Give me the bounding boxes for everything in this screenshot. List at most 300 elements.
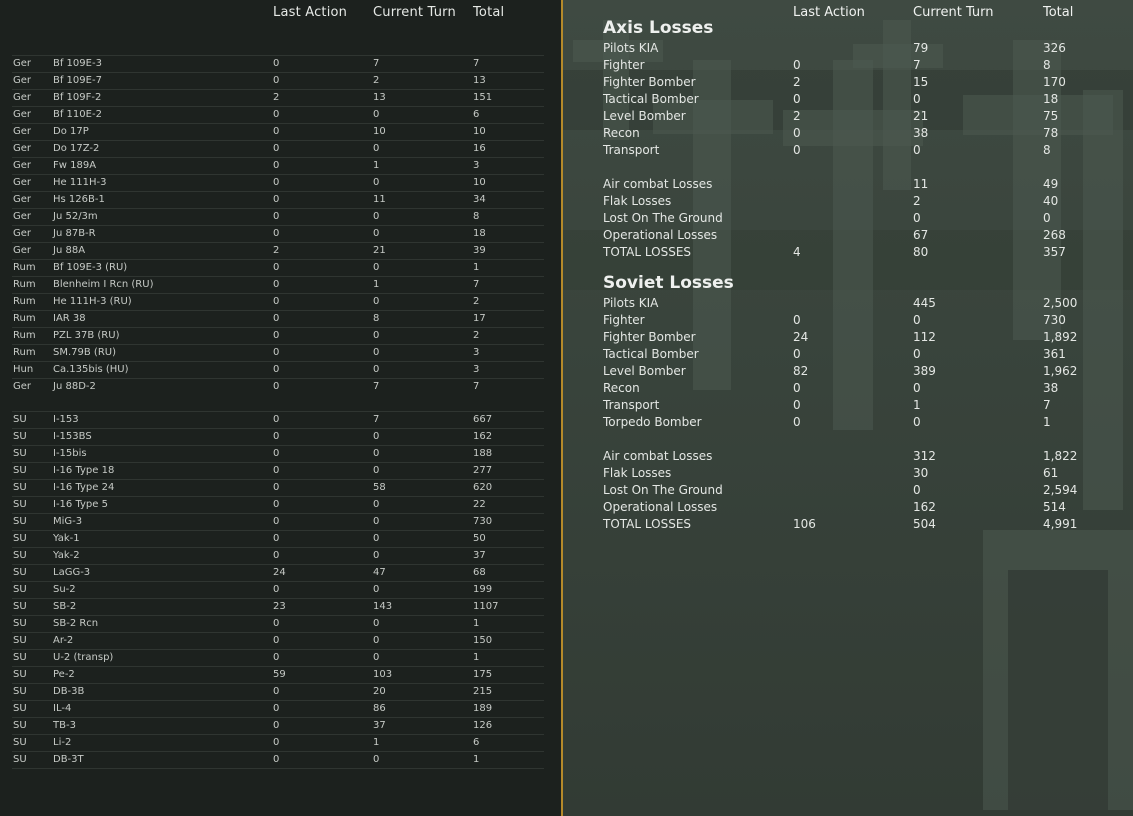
nationality-cell: SU (13, 414, 27, 425)
aircraft-name-cell: I-16 Type 5 (53, 499, 108, 510)
current-turn-cell: 11 (373, 194, 386, 205)
loss-label: Lost On The Ground (603, 211, 723, 225)
loss-label: Pilots KIA (603, 41, 659, 55)
total-value: 78 (1043, 126, 1059, 140)
current-turn-value: 38 (913, 126, 929, 140)
nationality-cell: Ger (13, 143, 32, 154)
last-action-value: 0 (793, 126, 801, 140)
aircraft-name-cell: Bf 109E-7 (53, 75, 102, 86)
table-row (12, 140, 544, 157)
table-row (12, 530, 544, 547)
aircraft-name-cell: Bf 110E-2 (53, 109, 102, 120)
current-turn-cell: 0 (373, 143, 380, 154)
current-turn-value: 11 (913, 177, 929, 191)
table-row (12, 479, 544, 496)
current-turn-value: 0 (913, 483, 921, 497)
total-cell: 22 (473, 499, 486, 510)
aircraft-name-cell: Fw 189A (53, 160, 97, 171)
table-row (12, 666, 544, 683)
total-cell: 18 (473, 228, 486, 239)
soviet-loss-row (603, 312, 1123, 329)
current-turn-cell: 1 (373, 160, 380, 171)
total-value: 61 (1043, 466, 1059, 480)
table-row (12, 225, 544, 242)
last-action-cell: 0 (273, 211, 280, 222)
loss-label: Recon (603, 126, 640, 140)
last-action-value: 0 (793, 92, 801, 106)
nationality-cell: SU (13, 533, 27, 544)
last-action-cell: 0 (273, 279, 280, 290)
current-turn-cell: 21 (373, 245, 386, 256)
loss-label: Recon (603, 381, 640, 395)
axis-loss-row (603, 108, 1123, 125)
total-cell: 730 (473, 516, 493, 527)
current-turn-cell: 20 (373, 686, 386, 697)
total-value: 0 (1043, 211, 1051, 225)
table-row (12, 615, 544, 632)
table-row (12, 632, 544, 649)
nationality-cell: Ger (13, 211, 32, 222)
nationality-cell: Ger (13, 58, 32, 69)
loss-label: Fighter Bomber (603, 330, 696, 344)
table-row (12, 293, 544, 310)
last-action-cell: 0 (273, 296, 280, 307)
total-cell: 2 (473, 330, 480, 341)
last-action-cell: 0 (273, 347, 280, 358)
axis-loss-row (603, 91, 1123, 108)
loss-label: Transport (603, 143, 660, 157)
current-turn-cell: 0 (373, 516, 380, 527)
last-action-cell: 0 (273, 584, 280, 595)
axis-loss-row (603, 193, 1123, 210)
last-action-cell: 0 (273, 465, 280, 476)
nationality-cell: SU (13, 703, 27, 714)
table-row (12, 683, 544, 700)
total-cell: 6 (473, 109, 480, 120)
aircraft-name-cell: Ju 88D-2 (53, 381, 96, 392)
header-total: Total (473, 5, 505, 20)
total-cell: 7 (473, 279, 480, 290)
total-cell: 7 (473, 381, 480, 392)
loss-label: Fighter (603, 58, 645, 72)
current-turn-cell: 0 (373, 347, 380, 358)
current-turn-value: 0 (913, 347, 921, 361)
total-value: 1,822 (1043, 449, 1078, 463)
soviet-loss-row (603, 465, 1123, 482)
current-turn-value: 162 (913, 500, 936, 514)
aircraft-name-cell: I-153BS (53, 431, 92, 442)
nationality-cell: SU (13, 567, 27, 578)
loss-label: Flak Losses (603, 194, 672, 208)
nationality-cell: Ger (13, 381, 32, 392)
last-action-cell: 0 (273, 228, 280, 239)
nationality-cell: SU (13, 618, 27, 629)
current-turn-value: 15 (913, 75, 929, 89)
table-row (12, 327, 544, 344)
table-row (12, 89, 544, 106)
table-row (12, 242, 544, 259)
nationality-cell: Ger (13, 75, 32, 86)
total-cell: 3 (473, 347, 480, 358)
current-turn-value: 30 (913, 466, 929, 480)
loss-label: TOTAL LOSSES (603, 517, 692, 531)
total-value: 268 (1043, 228, 1066, 242)
current-turn-cell: 0 (373, 584, 380, 595)
loss-label: Level Bomber (603, 364, 686, 378)
current-turn-cell: 0 (373, 448, 380, 459)
loss-label: Flak Losses (603, 466, 672, 480)
current-turn-cell: 0 (373, 635, 380, 646)
loss-label: Operational Losses (603, 500, 718, 514)
table-row (12, 513, 544, 530)
total-cell: 3 (473, 364, 480, 375)
total-value: 4,991 (1043, 517, 1078, 531)
aircraft-name-cell: Do 17Z-2 (53, 143, 100, 154)
aircraft-name-cell: DB-3T (53, 754, 84, 765)
total-value: 361 (1043, 347, 1066, 361)
table-row (12, 734, 544, 751)
last-action-cell: 0 (273, 75, 280, 86)
total-cell: 8 (473, 211, 480, 222)
aircraft-name-cell: Pe-2 (53, 669, 75, 680)
axis-loss-row (603, 142, 1123, 159)
total-cell: 6 (473, 737, 480, 748)
current-turn-cell: 7 (373, 381, 380, 392)
current-turn-cell: 0 (373, 465, 380, 476)
total-cell: 10 (473, 126, 486, 137)
total-cell: 1 (473, 754, 480, 765)
soviet-loss-row (603, 499, 1123, 516)
nationality-cell: Rum (13, 330, 36, 341)
axis-loss-row (603, 40, 1123, 57)
table-row (12, 191, 544, 208)
aircraft-name-cell: TB-3 (53, 720, 76, 731)
total-cell: 1107 (473, 601, 499, 612)
loss-label: Lost On The Ground (603, 483, 723, 497)
current-turn-value: 0 (913, 415, 921, 429)
table-row (12, 581, 544, 598)
loss-summary-panel (563, 0, 1133, 816)
last-action-cell: 0 (273, 703, 280, 714)
current-turn-cell: 47 (373, 567, 386, 578)
last-action-cell: 2 (273, 245, 280, 256)
total-value: 1 (1043, 415, 1051, 429)
total-cell: 16 (473, 143, 486, 154)
last-action-cell: 23 (273, 601, 286, 612)
table-row (12, 717, 544, 734)
nationality-cell: SU (13, 686, 27, 697)
current-turn-value: 312 (913, 449, 936, 463)
last-action-cell: 0 (273, 635, 280, 646)
loss-label: Air combat Losses (603, 449, 713, 463)
aircraft-name-cell: Blenheim I Rcn (RU) (53, 279, 154, 290)
last-action-cell: 0 (273, 58, 280, 69)
current-turn-cell: 10 (373, 126, 386, 137)
table-row (12, 411, 544, 428)
current-turn-cell: 0 (373, 109, 380, 120)
total-value: 18 (1043, 92, 1059, 106)
last-action-value: 0 (793, 415, 801, 429)
total-cell: 199 (473, 584, 493, 595)
axis-losses-title: Axis Losses (603, 18, 714, 38)
nationality-cell: SU (13, 431, 27, 442)
current-turn-cell: 7 (373, 58, 380, 69)
aircraft-name-cell: Yak-2 (53, 550, 80, 561)
aircraft-name-cell: U-2 (transp) (53, 652, 114, 663)
nationality-cell: Rum (13, 296, 36, 307)
table-row (12, 72, 544, 89)
current-turn-value: 0 (913, 143, 921, 157)
current-turn-cell: 0 (373, 431, 380, 442)
soviet-loss-row (603, 295, 1123, 312)
aircraft-list (12, 55, 544, 769)
total-value: 7 (1043, 398, 1051, 412)
last-action-cell: 0 (273, 109, 280, 120)
nationality-cell: SU (13, 669, 27, 680)
current-turn-cell: 0 (373, 228, 380, 239)
aircraft-name-cell: MiG-3 (53, 516, 83, 527)
loss-label: Level Bomber (603, 109, 686, 123)
aircraft-name-cell: Ca.135bis (HU) (53, 364, 129, 375)
aircraft-name-cell: I-16 Type 24 (53, 482, 115, 493)
total-cell: 10 (473, 177, 486, 188)
nationality-cell: Rum (13, 262, 36, 273)
nationality-cell: SU (13, 516, 27, 527)
last-action-cell: 0 (273, 381, 280, 392)
total-cell: 277 (473, 465, 493, 476)
table-row (12, 174, 544, 191)
current-turn-cell: 0 (373, 550, 380, 561)
nationality-cell: SU (13, 499, 27, 510)
total-cell: 1 (473, 652, 480, 663)
last-action-cell: 0 (273, 737, 280, 748)
aircraft-name-cell: Bf 109F-2 (53, 92, 102, 103)
axis-loss-row (603, 57, 1123, 74)
current-turn-cell: 37 (373, 720, 386, 731)
current-turn-cell: 0 (373, 364, 380, 375)
header-last-action: Last Action (273, 5, 348, 20)
total-value: 8 (1043, 58, 1051, 72)
last-action-cell: 0 (273, 448, 280, 459)
total-cell: 150 (473, 635, 493, 646)
current-turn-cell: 86 (373, 703, 386, 714)
table-row (12, 547, 544, 564)
table-row (12, 310, 544, 327)
total-cell: 151 (473, 92, 493, 103)
current-turn-value: 21 (913, 109, 929, 123)
total-cell: 162 (473, 431, 493, 442)
nationality-cell: Ger (13, 160, 32, 171)
table-row (12, 106, 544, 123)
last-action-cell: 0 (273, 194, 280, 205)
last-action-cell: 2 (273, 92, 280, 103)
total-cell: 37 (473, 550, 486, 561)
nationality-cell: Ger (13, 228, 32, 239)
table-row (12, 598, 544, 615)
total-cell: 215 (473, 686, 493, 697)
aircraft-name-cell: Hs 126B-1 (53, 194, 105, 205)
nationality-cell: SU (13, 601, 27, 612)
last-action-cell: 0 (273, 262, 280, 273)
nationality-cell: Rum (13, 279, 36, 290)
loss-label: Air combat Losses (603, 177, 713, 191)
axis-loss-row (603, 210, 1123, 227)
aircraft-name-cell: DB-3B (53, 686, 85, 697)
last-action-cell: 0 (273, 652, 280, 663)
nationality-cell: Ger (13, 245, 32, 256)
aircraft-name-cell: Ar-2 (53, 635, 74, 646)
total-cell: 1 (473, 618, 480, 629)
current-turn-value: 389 (913, 364, 936, 378)
table-row (12, 751, 544, 769)
current-turn-value: 79 (913, 41, 929, 55)
current-turn-value: 112 (913, 330, 936, 344)
header-last-action: Last Action (793, 5, 865, 20)
total-value: 357 (1043, 245, 1066, 259)
axis-loss-row (603, 227, 1123, 244)
nationality-cell: SU (13, 754, 27, 765)
table-row (12, 55, 544, 72)
last-action-cell: 0 (273, 414, 280, 425)
total-value: 38 (1043, 381, 1059, 395)
table-row (12, 259, 544, 276)
current-turn-cell: 0 (373, 499, 380, 510)
nationality-cell: SU (13, 448, 27, 459)
last-action-cell: 0 (273, 431, 280, 442)
aircraft-name-cell: IL-4 (53, 703, 72, 714)
total-cell: 39 (473, 245, 486, 256)
current-turn-cell: 0 (373, 296, 380, 307)
table-row (12, 378, 544, 395)
current-turn-value: 0 (913, 381, 921, 395)
nationality-cell: Rum (13, 313, 36, 324)
nationality-cell: Ger (13, 92, 32, 103)
soviet-loss-row (603, 380, 1123, 397)
table-row (12, 361, 544, 378)
total-cell: 68 (473, 567, 486, 578)
total-cell: 126 (473, 720, 493, 731)
total-value: 49 (1043, 177, 1059, 191)
table-row (12, 462, 544, 479)
axis-loss-row (603, 176, 1123, 193)
axis-loss-row (603, 125, 1123, 142)
nationality-cell: SU (13, 635, 27, 646)
current-turn-cell: 0 (373, 618, 380, 629)
loss-label: Operational Losses (603, 228, 718, 242)
nationality-cell: SU (13, 584, 27, 595)
aircraft-name-cell: Bf 109E-3 (RU) (53, 262, 128, 273)
total-cell: 188 (473, 448, 493, 459)
row-spacer (12, 395, 544, 411)
total-cell: 189 (473, 703, 493, 714)
aircraft-name-cell: IAR 38 (53, 313, 86, 324)
nationality-cell: SU (13, 482, 27, 493)
current-turn-cell: 143 (373, 601, 393, 612)
loss-label: TOTAL LOSSES (603, 245, 692, 259)
current-turn-value: 67 (913, 228, 929, 242)
current-turn-cell: 0 (373, 211, 380, 222)
current-turn-cell: 1 (373, 279, 380, 290)
last-action-cell: 0 (273, 482, 280, 493)
nationality-cell: Ger (13, 109, 32, 120)
table-row (12, 344, 544, 361)
aircraft-name-cell: Ju 88A (53, 245, 86, 256)
last-action-value: 0 (793, 143, 801, 157)
aircraft-name-cell: SB-2 Rcn (53, 618, 99, 629)
aircraft-name-cell: I-153 (53, 414, 79, 425)
last-action-cell: 0 (273, 618, 280, 629)
loss-label: Fighter (603, 313, 645, 327)
nationality-cell: SU (13, 550, 27, 561)
total-value: 326 (1043, 41, 1066, 55)
soviet-loss-row (603, 329, 1123, 346)
last-action-cell: 0 (273, 330, 280, 341)
soviet-loss-row (603, 516, 1123, 533)
last-action-value: 0 (793, 313, 801, 327)
aircraft-name-cell: PZL 37B (RU) (53, 330, 120, 341)
total-cell: 620 (473, 482, 493, 493)
nationality-cell: SU (13, 737, 27, 748)
current-turn-value: 2 (913, 194, 921, 208)
current-turn-value: 0 (913, 92, 921, 106)
last-action-value: 4 (793, 245, 801, 259)
aircraft-losses-panel (0, 0, 561, 816)
table-row (12, 700, 544, 717)
aircraft-name-cell: Li-2 (53, 737, 72, 748)
current-turn-cell: 7 (373, 414, 380, 425)
soviet-loss-row (603, 482, 1123, 499)
current-turn-cell: 0 (373, 262, 380, 273)
nationality-cell: Rum (13, 347, 36, 358)
total-value: 1,962 (1043, 364, 1078, 378)
aircraft-name-cell: Do 17P (53, 126, 89, 137)
last-action-value: 0 (793, 347, 801, 361)
aircraft-name-cell: SM.79B (RU) (53, 347, 116, 358)
aircraft-name-cell: He 111H-3 (RU) (53, 296, 132, 307)
total-cell: 17 (473, 313, 486, 324)
current-turn-value: 7 (913, 58, 921, 72)
grave-shadow (1008, 570, 1108, 810)
last-action-value: 2 (793, 109, 801, 123)
last-action-cell: 0 (273, 177, 280, 188)
aircraft-name-cell: I-15bis (53, 448, 87, 459)
last-action-cell: 0 (273, 313, 280, 324)
table-row (12, 445, 544, 462)
last-action-cell: 0 (273, 754, 280, 765)
loss-label: Torpedo Bomber (603, 415, 702, 429)
table-row (12, 276, 544, 293)
current-turn-cell: 103 (373, 669, 393, 680)
aircraft-name-cell: Su-2 (53, 584, 76, 595)
current-turn-value: 1 (913, 398, 921, 412)
table-row (12, 496, 544, 513)
total-value: 40 (1043, 194, 1059, 208)
last-action-value: 0 (793, 398, 801, 412)
total-cell: 7 (473, 58, 480, 69)
nationality-cell: SU (13, 652, 27, 663)
aircraft-name-cell: SB-2 (53, 601, 77, 612)
nationality-cell: Ger (13, 126, 32, 137)
last-action-cell: 59 (273, 669, 286, 680)
aircraft-name-cell: Yak-1 (53, 533, 80, 544)
table-row (12, 428, 544, 445)
total-value: 170 (1043, 75, 1066, 89)
table-row (12, 208, 544, 225)
total-value: 2,594 (1043, 483, 1078, 497)
total-cell: 34 (473, 194, 486, 205)
soviet-loss-row (603, 448, 1123, 465)
aircraft-name-cell: He 111H-3 (53, 177, 107, 188)
